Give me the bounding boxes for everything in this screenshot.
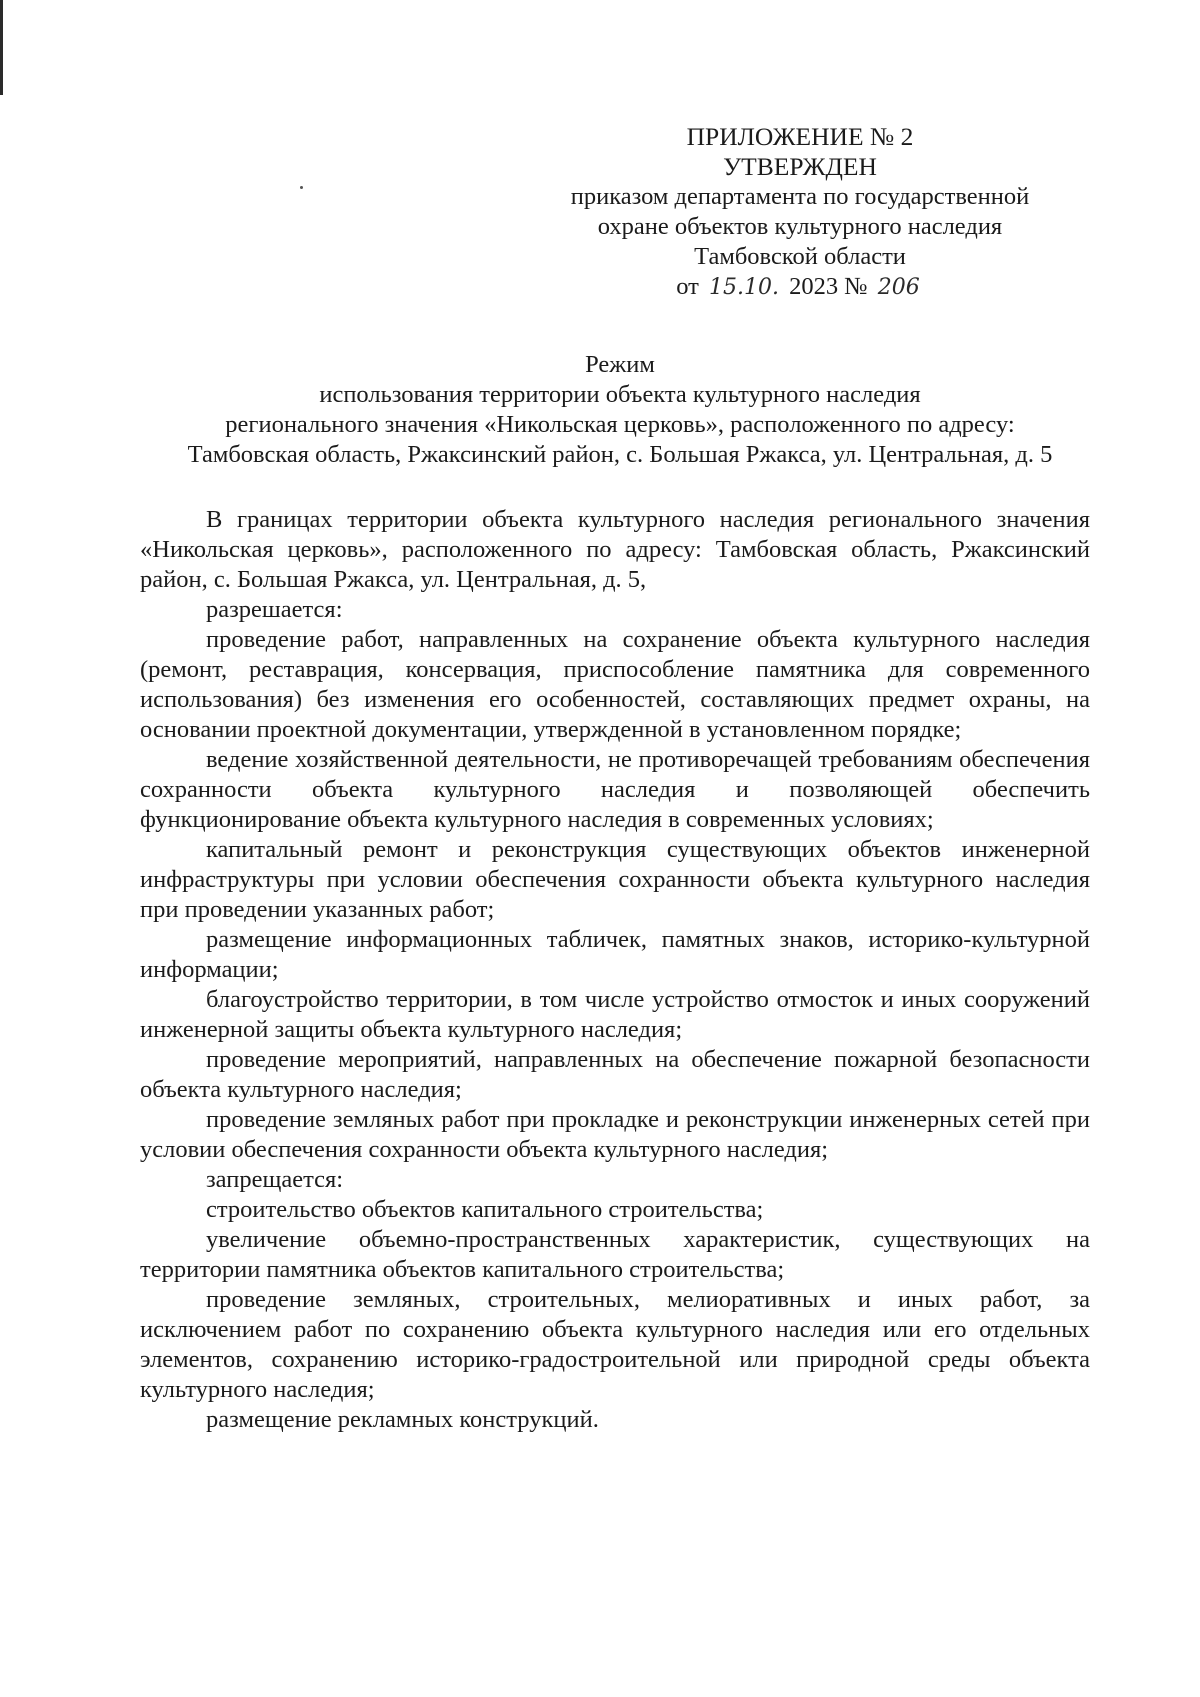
title-line-1: Режим bbox=[585, 351, 655, 378]
title-line-4: Тамбовская область, Ржаксинский район, с. Большая Ржакса, ул. Центральная, д. 5 bbox=[187, 441, 1053, 468]
order-line-3: Тамбовской области bbox=[694, 243, 906, 270]
forbidden-item: строительство объектов капитального строительства; bbox=[206, 1196, 764, 1223]
approval-block bbox=[520, 122, 1080, 303]
scan-speck bbox=[300, 186, 303, 189]
allowed-item: размещение информационных табличек, памятных знаков, историко-культурной информации; bbox=[140, 926, 1090, 983]
forbidden-item: размещение рекламных конструкций. bbox=[206, 1406, 599, 1433]
scan-edge-mark bbox=[0, 0, 3, 95]
allowed-item: проведение мероприятий, направленных на обеспечение пожарной безопасности объекта культурного наследия; bbox=[140, 1046, 1090, 1103]
document-title bbox=[140, 350, 1100, 470]
approved-label: УТВЕРЖДЕН bbox=[723, 152, 877, 181]
forbidden-item: увеличение объемно-пространственных характеристик, существующих на территории памятника объектов капитального строительства; bbox=[140, 1226, 1090, 1283]
allowed-item: ведение хозяйственной деятельности, не противоречащей требованиям обеспечения сохранности объекта культурного наследия и позволяющей обеспечить функционирование объекта культурного наследия в современных условиях; bbox=[140, 746, 1090, 833]
document-body bbox=[140, 505, 1090, 1435]
date-prefix: от bbox=[676, 273, 699, 300]
handwritten-number: 206 bbox=[877, 275, 920, 300]
order-line-1: приказом департамента по государственной bbox=[570, 183, 1030, 210]
title-line-3: регионального значения «Никольская церковь», расположенного по адресу: bbox=[225, 411, 1015, 438]
forbidden-label: запрещается: bbox=[206, 1166, 344, 1193]
allowed-item: проведение работ, направленных на сохранение объекта культурного наследия (ремонт, реставрация, консервация, приспособление памятника для современного использования) без изменения его особенностей, составляющих предмет охраны, на основании проектной документации, утвержденной в установленном порядке; bbox=[140, 626, 1090, 743]
allowed-item: капитальный ремонт и реконструкция существующих объектов инженерной инфраструктуры при условии обеспечения сохранности объекта культурного наследия при проведении указанных работ; bbox=[140, 836, 1090, 923]
handwritten-date: 15.10. bbox=[709, 275, 779, 300]
allowed-item: благоустройство территории, в том числе устройство отмосток и иных сооружений инженерной защиты объекта культурного наследия; bbox=[140, 986, 1090, 1043]
intro-paragraph: В границах территории объекта культурного наследия регионального значения «Никольская церковь», расположенного по адресу: Тамбовская область, Ржаксинский район, с. Большая Ржакса, ул. Центральная, д. 5, bbox=[140, 506, 1090, 593]
year-number: 2023 № bbox=[789, 273, 868, 300]
appendix-label: ПРИЛОЖЕНИЕ № 2 bbox=[686, 122, 914, 151]
order-line-2: охране объектов культурного наследия bbox=[597, 213, 1003, 240]
title-line-2: использования территории объекта культурного наследия bbox=[319, 381, 921, 408]
forbidden-item: проведение земляных, строительных, мелиоративных и иных работ, за исключением работ по сохранению объекта культурного наследия или его отдельных элементов, сохранению историко-градостроительной или природной среды объекта культурного наследия; bbox=[140, 1286, 1090, 1403]
allowed-label: разрешается: bbox=[206, 596, 343, 623]
order-date-line bbox=[520, 272, 1080, 303]
allowed-item: проведение земляных работ при прокладке и реконструкции инженерных сетей при условии обеспечения сохранности объекта культурного наследия; bbox=[140, 1106, 1090, 1163]
